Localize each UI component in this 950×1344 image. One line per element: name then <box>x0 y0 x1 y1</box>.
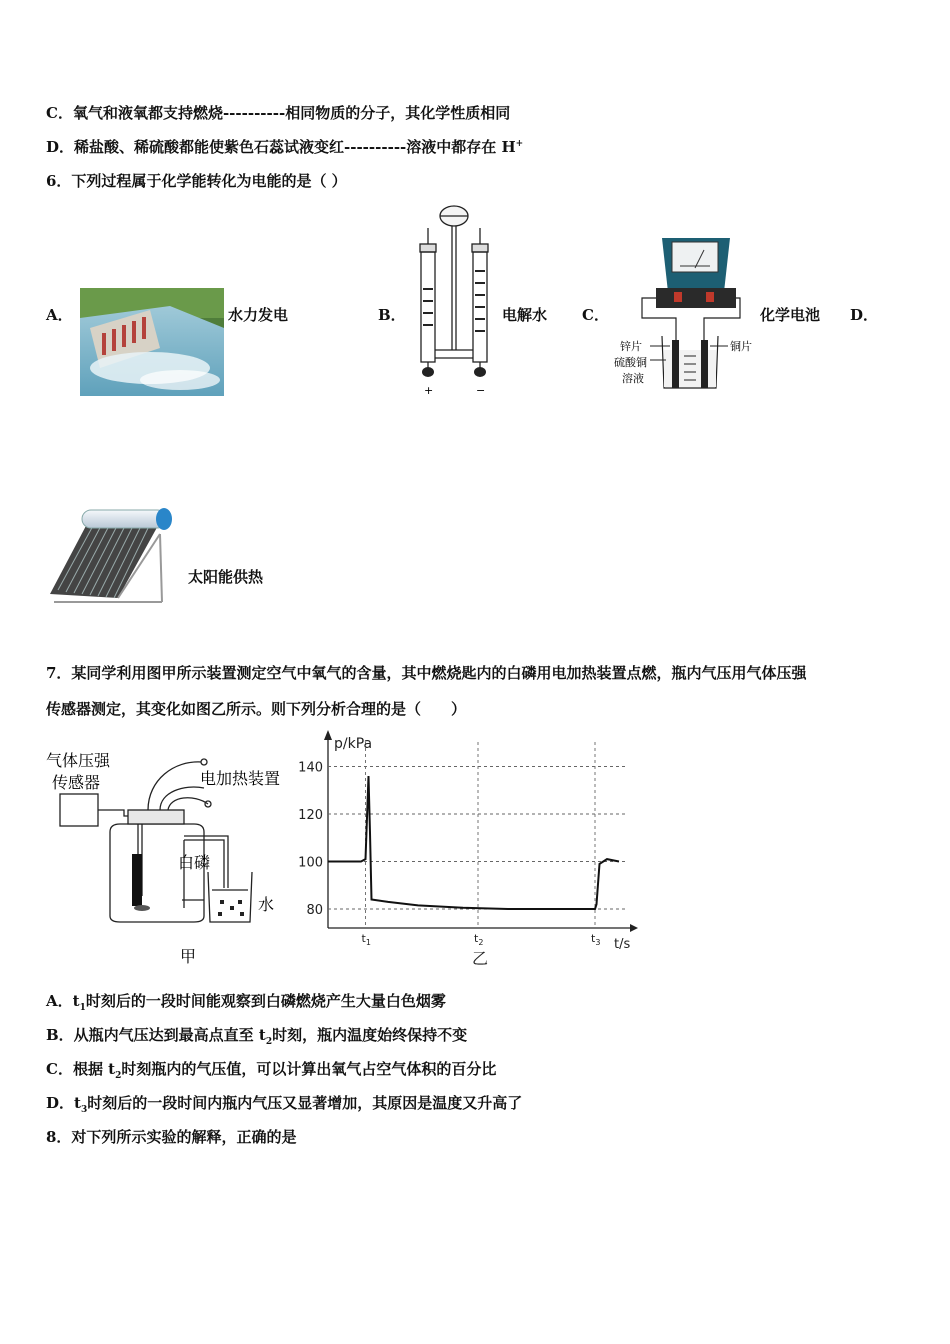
q6-option-c-caption: 化学电池 <box>760 306 821 324</box>
svg-text:锌片: 锌片 <box>620 340 642 353</box>
svg-text:铜片: 铜片 <box>730 340 752 353</box>
y-axis-arrow <box>324 730 332 740</box>
q6-stem: 6．下列过程属于化学能转化为电能的是（ ） <box>46 172 347 190</box>
q6-option-a-letter: A． <box>46 306 73 324</box>
hydropower-image <box>80 288 224 396</box>
q7-option-d: D．$t_3$时刻后的一段时间内瓶内气压又显著增加，其原因是温度又升高了 <box>46 1094 523 1115</box>
svg-text:水: 水 <box>258 895 275 914</box>
chart-caption: 乙 <box>472 949 489 968</box>
q7-stem-line2: 传感器测定，其变化如图乙所示。则下列分析合理的是（ ） <box>46 700 467 718</box>
svg-text:白磷: 白磷 <box>178 853 211 872</box>
svg-text:−: − <box>476 384 486 397</box>
q6-option-b-letter: B． <box>378 306 406 324</box>
q6-option-d-caption: 太阳能供热 <box>188 568 264 586</box>
y-axis-label: p/kPa <box>334 736 373 752</box>
apparatus-figure-jia <box>44 740 290 970</box>
q5-option-c: C．氧气和液氧都支持燃烧----------相同物质的分子，其化学性质相同 <box>46 104 511 122</box>
x-tick-label: $t_1$ <box>361 932 371 947</box>
y-tick-label: 100 <box>298 855 323 871</box>
svg-text:电加热装置: 电加热装置 <box>200 769 281 788</box>
svg-text:气体压强: 气体压强 <box>46 751 111 770</box>
y-tick-label: 120 <box>298 808 323 823</box>
q7-option-c: C．根据 $t_2$时刻瓶内的气压值，可以计算出氧气占空气体积的百分比 <box>46 1060 497 1081</box>
y-tick-label: 140 <box>298 760 323 776</box>
q7-option-b: B．从瓶内气压达到最高点直至 $t_2$时刻，瓶内温度始终保持不变 <box>46 1026 468 1047</box>
x-tick-label: $t_3$ <box>591 932 601 947</box>
pressure-chart-yi <box>294 728 640 972</box>
q5-option-d: D．稀盐酸、稀硫酸都能使紫色石蕊试液变红----------溶液中都存在 H+ <box>46 138 524 156</box>
svg-text:+: + <box>424 384 434 397</box>
svg-text:传感器: 传感器 <box>52 773 101 792</box>
y-tick-label: 80 <box>306 903 323 918</box>
svg-text:甲: 甲 <box>180 947 197 966</box>
q6-option-d-letter: D． <box>850 306 879 324</box>
q6-option-b-caption: 电解水 <box>502 306 548 324</box>
electrolysis-apparatus <box>408 200 500 400</box>
svg-text:硫酸铜: 硫酸铜 <box>614 356 647 369</box>
q7-stem-line1: 7．某同学利用图甲所示装置测定空气中氧气的含量，其中燃烧匙内的白磷用电加热装置点燃，瓶内气压用气体压强 <box>46 664 807 682</box>
x-tick-label: $t_2$ <box>474 932 484 947</box>
solar-water-heater-image <box>48 498 174 610</box>
q7-option-a: A．$t_1$时刻后的一段时间能观察到白磷燃烧产生大量白色烟雾 <box>46 992 446 1013</box>
x-axis-arrow <box>630 924 638 932</box>
q8-stem: 8．对下列所示实验的解释，正确的是 <box>46 1128 297 1146</box>
q6-option-a-caption: 水力发电 <box>228 306 289 324</box>
pressure-series-line <box>328 776 619 909</box>
svg-text:溶液: 溶液 <box>622 372 644 385</box>
x-axis-label: t/s <box>614 937 631 952</box>
chemical-battery-figure <box>612 232 762 392</box>
q6-option-c-letter: C． <box>582 306 609 324</box>
